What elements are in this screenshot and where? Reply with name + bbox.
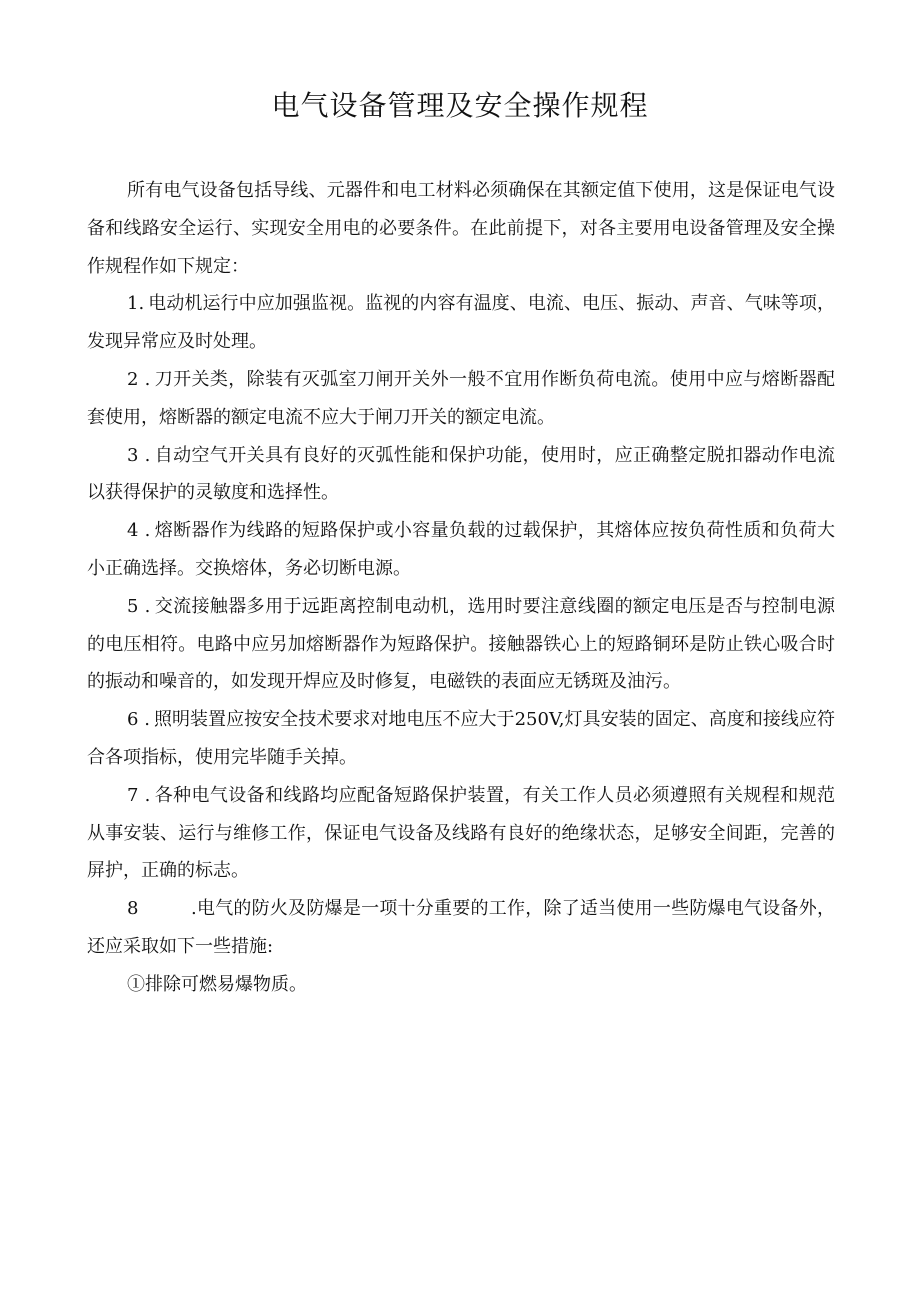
document-title: 电气设备管理及安全操作规程 <box>271 89 649 122</box>
rule-item-8 <box>87 890 835 966</box>
rule-text: .电气的防火及防爆是一项十分重要的工作，除了适当使用一些防爆电气设备外，还应采取如下一些措施: <box>87 898 835 957</box>
rule-item-4 <box>87 512 835 588</box>
rule-number: 4 . <box>127 520 151 542</box>
rule-number: 8 <box>127 898 139 920</box>
rule-text: 交流接触器多用于远距离控制电动机，选用时要注意线圈的额定电压是否与控制电源的电压相符。电路中应另加熔断器作为短路保护。接触器铁心上的短路铜环是防止铁心吸合时的振动和噪音的，如发现开焊应及时修复，电磁铁的表面应无锈斑及油污。 <box>87 595 835 693</box>
rule-item-3 <box>87 437 835 513</box>
rule-item-5 <box>87 588 835 701</box>
measure-item-1: ①排除可燃易爆物质。 <box>127 973 307 995</box>
rule-number: 6 . <box>127 709 150 731</box>
rule-text: 自动空气开关具有良好的灭弧性能和保护功能，使用时，应正确整定脱扣器动作电流以获得保护的灵敏度和选择性。 <box>87 444 835 504</box>
rule-text: 刀开关类，除装有灭弧室刀闸开关外一般不宜用作断负荷电流。使用中应与熔断器配套使用，熔断器的额定电流不应大于闸刀开关的额定电流。 <box>87 368 835 428</box>
rule-number: 5 . <box>127 595 151 617</box>
intro-paragraph: 所有电气设备包括导线、元器件和电工材料必须确保在其额定值下使用，这是保证电气设备和线路安全运行、实现安全用电的必要条件。在此前提下，对各主要用电设备管理及安全操作规程作如下规定： <box>87 180 835 277</box>
rule-text: 电动机运行中应加强监视。监视的内容有温度、电流、电压、振动、声音、气味等项，发现异常应及时处理。 <box>87 293 835 353</box>
rule-number: 2 . <box>127 368 151 390</box>
rule-text: 熔断器作为线路的短路保护或小容量负载的过载保护，其熔体应按负荷性质和负荷大小正确选择。交换熔体，务必切断电源。 <box>87 520 835 579</box>
rule-item-6 <box>87 701 835 777</box>
rule-text: 各种电气设备和线路均应配备短路保护装置，有关工作人员必须遵照有关规程和规范从事安装、运行与维修工作，保证电气设备及线路有良好的绝缘状态，足够安全间距，完善的屏护，正确的标志。 <box>87 784 835 882</box>
rule-text: 照明装置应按安全技术要求对地电压不应大于250V,灯具安装的固定、高度和接线应符合各项指标，使用完毕随手关掉。 <box>87 709 835 768</box>
rule-number: 1. <box>127 293 145 315</box>
rule-item-1 <box>87 285 835 361</box>
rule-item-2 <box>87 361 835 437</box>
rule-number: 7 . <box>127 784 151 806</box>
document-body <box>87 172 835 1004</box>
rule-number: 3 . <box>127 444 151 466</box>
rule-item-7 <box>87 777 835 890</box>
